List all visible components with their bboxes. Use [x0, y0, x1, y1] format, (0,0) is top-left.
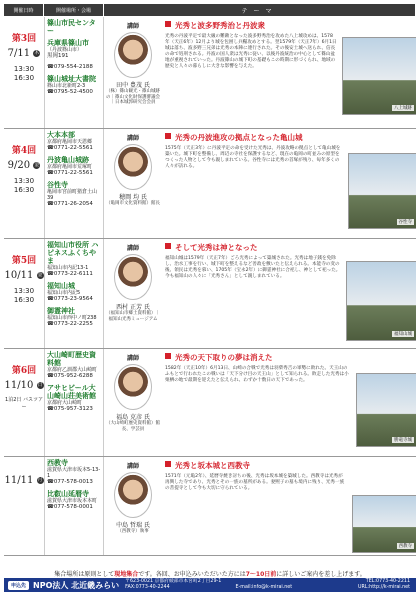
lecture-title: 光秀と波多野秀治と丹波衆 [165, 20, 413, 31]
venue-address: 福知山市内記5 [47, 290, 81, 296]
lecturer-column [104, 349, 162, 456]
venue-address: 篠山市北新町2-3 [47, 83, 86, 89]
lecturer-portrait [114, 364, 152, 410]
venue-address: 福知山市内記13-1 [47, 265, 89, 271]
venue-phone: ☎077-578-0013 [47, 479, 93, 485]
venue-item [47, 75, 101, 96]
session-time: 13:30 16:30 [13, 177, 35, 194]
contact-bar [4, 578, 416, 592]
lecture-content [162, 17, 416, 128]
venue-name: 西教寺 [47, 459, 68, 467]
lecturer-portrait [114, 144, 152, 190]
tel-number: TEL:0773-40-2211 [365, 579, 410, 584]
venue-item [47, 39, 101, 60]
venue-item [47, 131, 101, 152]
session-day: 7/11 木 [7, 48, 40, 59]
lecturer-label: 講師 [126, 245, 139, 252]
venue-address: 亀岡市宮前町猪倉土山39 [47, 189, 98, 201]
venue-phone: ☎0773-22-6111 [47, 271, 93, 277]
venue-column [44, 349, 104, 456]
venue-phone: ☎075-952-6288 [47, 373, 93, 379]
venue-phone: ☎077-578-0001 [47, 504, 93, 510]
venue-name: 福知山城 [47, 282, 75, 290]
lecturer-name: 福島 克彦 氏 [116, 414, 150, 421]
venue-address: 京都府大山崎町 [47, 400, 83, 406]
photo-caption: 福知山城 [394, 332, 412, 337]
lecturer-column [104, 239, 162, 348]
venue-column [44, 457, 104, 555]
session-row [4, 457, 416, 556]
organization-name: NPO法人 北近畿みらい [33, 580, 120, 590]
venue-item [47, 307, 101, 328]
session-time: 13:30 16:30 [13, 287, 35, 304]
fax-number: FAX:0773-40-2244 [125, 585, 170, 590]
lecture-content [162, 457, 416, 555]
site-photo [356, 373, 416, 447]
lecture-description: 光秀の丹波平定で最大級の難敵となった波多野秀治を攻めた八上城攻めは、1578年（天正6年）12月より城を包囲し兵糧攻めとする。翌1579年（天正7年）6月1日城は落ち、波多野三兄弟は光秀の本陣に連行された。その後安土城へ送られ、信長の命で処刑される。丹波の国人衆は光秀に従い、以後丹波統治の中心として篠山盆地が重視されていった。丹波篠山の城下町の基礎もこの時期に形づくられ、地域の歴史と人々の暮らしに大きな影響を与えた。 [165, 34, 337, 69]
weekday-badge: 金 [34, 162, 40, 168]
venue-name: 谷性寺 [47, 181, 68, 189]
photo-caption: 谷性寺 [398, 220, 412, 225]
venue-phone: ☎0771-26-2054 [47, 201, 93, 207]
session-date [4, 129, 44, 238]
lecture-description: 1582年（天正10年）6月13日、山崎の合戦で光秀は羽柴秀吉の軍勢に敗れた。天王山のふもとで行われたこの戦いは「天下分け目の天王山」として知られる。敗走した光秀は小栗栖の地で最期を迎えたと伝えられ、わずか十数日の天下であった。 [165, 366, 349, 383]
venue-name: 御霊神社 [47, 307, 75, 315]
venue-name: 篠山市民センター [47, 19, 96, 35]
venue-item [47, 181, 101, 208]
lecturer-name: 田中 豊茂 氏 [116, 82, 150, 89]
lecturer-affiliation: （株）篠山観光・篠山城跡の｜篠山文化財保護審議会｜日本城郭研究会会員 [106, 89, 160, 105]
session-row [4, 349, 416, 457]
venue-name: 丹波亀山城跡 [47, 156, 89, 164]
weekday-badge: 木 [34, 50, 40, 56]
lecture-title: 光秀と坂本城と西教寺 [165, 460, 413, 471]
venue-item [47, 19, 101, 35]
venue-address: （丹波篠山市） [47, 47, 83, 53]
venue-item [47, 156, 101, 177]
venue-phone: ☎079-554-2188 [47, 64, 93, 70]
venue-column [44, 239, 104, 348]
session-number: 第4回 [11, 146, 37, 156]
lecture-title: そして光秀は神となった [165, 242, 413, 253]
session-row [4, 17, 416, 129]
website-link[interactable]: URL:http://k-mirai.net [358, 585, 410, 590]
session-number: 第3回 [11, 34, 37, 44]
lecturer-name: 西村 正芳 氏 [116, 304, 150, 311]
lecturer-portrait [114, 32, 152, 78]
session-extra: 1泊2日 バスツアー [5, 397, 43, 410]
lecture-title: 光秀の丹波進攻の拠点となった亀山城 [165, 132, 413, 143]
weekday-badge: 金 [37, 272, 43, 278]
venue-phone: ☎075-957-3123 [47, 406, 93, 412]
lecturer-label: 講師 [126, 355, 139, 362]
venue-name: 比叡山延暦寺 [47, 490, 89, 498]
venue-phone: ☎0773-22-2255 [47, 321, 93, 327]
lecture-content [162, 349, 416, 456]
lecturer-column [104, 129, 162, 238]
photo-caption: 勝竜寺城 [394, 438, 412, 443]
session-number: 第6回 [11, 366, 37, 376]
venue-phone: ☎0771-22-5561 [47, 170, 93, 176]
venue-name: 福知山市役所 ハピネスふくちやま [47, 241, 99, 265]
lecturer-label: 講師 [126, 135, 139, 142]
lecturer-portrait [114, 254, 152, 300]
apply-badge: 申込先 [8, 581, 29, 590]
session-row [4, 129, 416, 239]
venue-name: 大本本部 [47, 131, 75, 139]
session-day: 10/11 金 [4, 270, 43, 281]
weekday-badge: 月 [37, 477, 43, 483]
venue-name: 兵庫県篠山市 [47, 39, 89, 47]
venue-item [47, 351, 101, 380]
venue-phone: ☎0773-23-9564 [47, 296, 93, 302]
venue-column [44, 17, 104, 128]
venue-item [47, 64, 101, 71]
session-date [4, 17, 44, 128]
session-day: 11/11 月 [4, 475, 43, 486]
site-photo [348, 153, 416, 229]
site-photo [346, 261, 416, 341]
session-date [4, 239, 44, 348]
lecturer-affiliation: （大山崎町歴史資料館）館長、学芸員 [106, 421, 160, 432]
lecturer-column [104, 17, 162, 128]
site-photo [342, 37, 416, 115]
header-date: 開催日時 [4, 4, 44, 16]
venue-item [47, 459, 101, 486]
venue-phone: ☎0771-22-5561 [47, 145, 93, 151]
venue-phone: 黒岡191 [47, 53, 69, 59]
contact-info [125, 579, 416, 591]
footer-note: 集合場所は原則として現地集合です。各回、お申込みいただいた方には7～10日前に詳しいご案内を差し上げます。 [54, 571, 366, 578]
session-row [4, 239, 416, 349]
lecture-title: 光秀の天下取りの夢は消えた [165, 352, 413, 363]
session-time: 13:30 16:30 [13, 65, 35, 82]
postal-address: 〒623-0021 京都府綾部市本宮町2丁目29-1 [125, 579, 222, 584]
lecture-content [162, 129, 416, 238]
lecture-description: 1571年（元亀2年）、延暦寺焼き討ちの後、光秀は坂本城を築城した。西教寺は光秀が再興した寺であり、光秀とその一族の墓所がある。妻煕子の墓も境内に残り、光秀一族の菩提寺として今も大切に守られている。 [165, 474, 345, 491]
lecture-description: 1575年（天正3年）に丹波平定の命を受けた光秀は、丹波攻略の拠点として亀山城を築いた。城下町を整備し、周辺の寺社を保護するなど、現在の亀岡の町並みの原型をつくった人物として今も親しまれている。谷性寺には光秀の首塚が残り、毎年多くの人々が訪れる。 [165, 146, 341, 169]
venue-address: 滋賀県大津市坂本本町 [47, 498, 98, 504]
lecturer-column [104, 457, 162, 555]
lecturer-name: 中島 哲瑞 氏 [116, 522, 150, 529]
venue-phone: ☎0795-52-4500 [47, 89, 93, 95]
venue-address: 京都府亀岡市荒塚町 [47, 164, 93, 170]
photo-caption: 西教寺 [398, 544, 412, 549]
venue-item [47, 241, 101, 278]
header-theme: テーマ [104, 4, 416, 16]
venue-column [44, 129, 104, 238]
venue-item [47, 384, 101, 413]
venue-name: 大山崎町歴史資料館 [47, 351, 96, 367]
lecturer-affiliation: （亀岡市文化資料館）館長 [106, 201, 160, 206]
lecturer-name: 穂岡 均 氏 [119, 194, 147, 201]
venue-name: 篠山城址大書院 [47, 75, 96, 83]
venue-address: 京都府亀岡市天恩郷 [47, 139, 93, 145]
lecturer-portrait [114, 472, 152, 518]
venue-item [47, 282, 101, 303]
lecture-content [162, 239, 416, 348]
table-header [4, 4, 416, 16]
session-list [4, 17, 416, 556]
session-number: 第5回 [11, 256, 37, 266]
venue-address: 京都府乙訓郡大山崎町 [47, 367, 98, 373]
lecturer-label: 講師 [126, 23, 139, 30]
lecturer-affiliation: （西教寺）執事 [117, 529, 149, 534]
session-day: 9/20 金 [7, 160, 40, 171]
weekday-badge: 日 [37, 382, 43, 388]
venue-address: 滋賀県大津市坂本5-13-1 [47, 467, 101, 479]
photo-caption: 八上城跡 [394, 106, 412, 111]
session-date [4, 349, 44, 456]
header-venue: 開催場所・会場 [44, 4, 104, 16]
session-date [4, 457, 44, 555]
session-day: 11/10 日 [4, 380, 43, 391]
lecturer-label: 講師 [126, 463, 139, 470]
venue-address: 福知山市西中ノ町238 [47, 315, 97, 321]
email-link[interactable]: E-mail:info@k-mirai.net [235, 585, 293, 590]
venue-name: アサヒビール大山崎山荘美術館 [47, 384, 96, 400]
venue-item [47, 490, 101, 511]
lecturer-affiliation: （福知山市郷土資料館）｜福知山光秀ミュージアム [106, 311, 160, 322]
lecture-description: 福知山城は1579年（天正7年）ごろ光秀によって築城された。光秀は地子銭を免除し、治水工事を行い、城下町を整えるなど善政を敷いたと伝えられる。本能寺の変の後、領民は光秀を慕い、1705年（宝永2年）に御霊神社に合祀し、神として祀った。今も福知山の人々に「光秀さん」として親しまれている。 [165, 256, 341, 279]
site-photo [352, 495, 416, 553]
